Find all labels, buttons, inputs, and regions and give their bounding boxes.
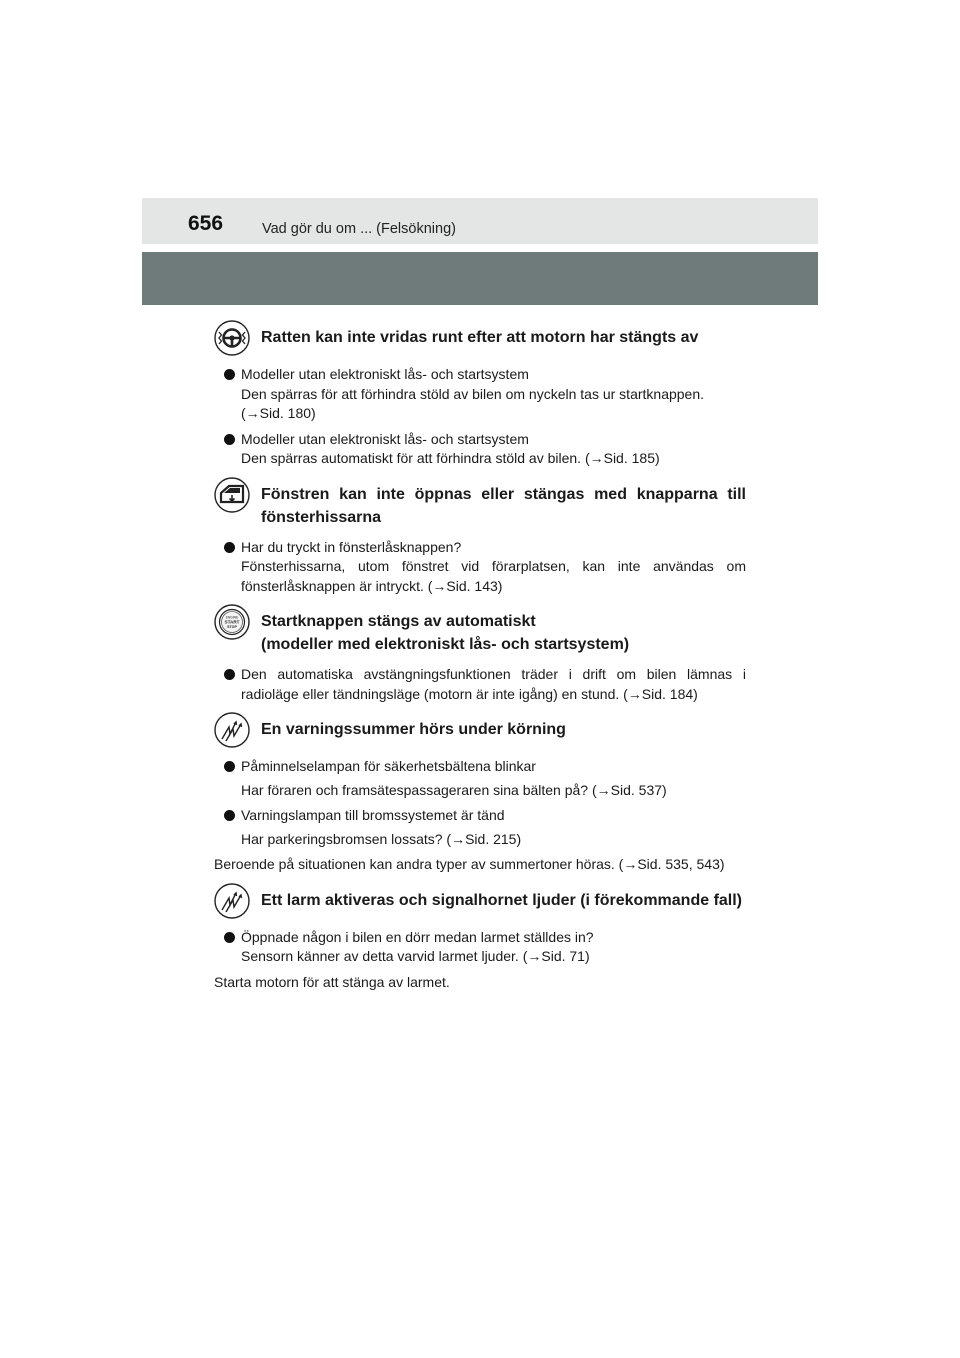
bullet-item <box>214 430 746 469</box>
bullet-list <box>214 928 746 967</box>
bullet-line: Den automatiska avstängningsfunktionen träder i drift om bilen lämnas i radioläge eller tändningsläge (motorn är inte igång) en stund. (→Sid. 184) <box>241 666 746 702</box>
bullet-item <box>214 928 746 967</box>
bullet-list <box>214 365 746 469</box>
bullet-line: Öppnade någon i bilen en dörr medan larmet ställdes in? <box>241 928 594 945</box>
bullet-item <box>214 806 746 849</box>
bullet-dot <box>224 761 235 772</box>
bullet-item <box>214 665 746 704</box>
bullet-dot <box>224 542 235 553</box>
power-window-icon <box>214 477 250 513</box>
section-title: Vad gör du om ... (Felsökning) <box>262 221 456 237</box>
bullet-line: Modeller utan elektroniskt lås- och startsystem <box>241 366 529 382</box>
icon-text: STOP <box>227 624 237 629</box>
bullet-line: Har föraren och framsätespassageraren sina bälten på? (→Sid. 537) <box>241 781 667 798</box>
bullet-list <box>214 757 746 849</box>
bullet-list <box>214 538 746 597</box>
problem-heading <box>214 320 746 356</box>
bullet-line: Påminnelselampan för säkerhetsbältena blinkar <box>241 758 536 774</box>
bullet-dot <box>224 434 235 445</box>
bullet-line: Sensorn känner av detta varvid larmet ljuder. (→Sid. 71) <box>241 948 590 964</box>
bullet-dot <box>224 932 235 943</box>
problem-title <box>261 604 746 656</box>
problem-heading <box>214 477 746 529</box>
steering-lock-icon <box>214 320 250 356</box>
problem-buzzer <box>214 712 746 875</box>
problem-title: En varningssummer hörs under körning <box>261 721 566 738</box>
bullet-line: Har parkeringsbromsen lossats? (→Sid. 215) <box>241 830 522 847</box>
content <box>214 320 746 1000</box>
problem-title: Fönstren kan inte öppnas eller stängas med knapparna till fönsterhissarna <box>261 485 746 526</box>
icon-text: START <box>224 619 240 625</box>
buzzer-sound-icon <box>214 712 250 748</box>
bullet-item <box>214 757 746 800</box>
problem-heading <box>214 883 746 919</box>
bullet-item <box>214 538 746 597</box>
bullet-dot <box>224 669 235 680</box>
bullet-list <box>214 665 746 704</box>
problem-heading <box>214 604 746 656</box>
bullet-line: Den spärras automatiskt för att förhindra stöld av bilen. (→Sid. 185) <box>241 450 660 466</box>
problem-power-windows <box>214 477 746 597</box>
note-text: Starta motorn för att stänga av larmet. <box>214 973 450 990</box>
problem-title: Ratten kan inte vridas runt efter att motorn har stängts av <box>261 329 699 346</box>
icon-text: ENGINE <box>225 615 239 620</box>
bullet-line: Varningslampan till bromssystemet är tänd <box>241 807 505 823</box>
header-bar <box>142 198 818 244</box>
bullet-item <box>214 365 746 424</box>
bullet-dot <box>224 369 235 380</box>
problem-title-line: (modeller med elektroniskt lås- och startsystem) <box>261 636 630 653</box>
problem-start-button <box>214 604 746 704</box>
problem-steering-lock <box>214 320 746 469</box>
section-band <box>142 252 818 305</box>
bullet-line: Fönsterhissarna, utom fönstret vid förarplatsen, kan inte användas om fönsterlåsknappen är intryckt. (→Sid. 143) <box>241 558 746 594</box>
bullet-line: Har du tryckt in fönsterlåsknappen? <box>241 538 462 555</box>
page-reference: (→Sid. 180) <box>241 405 316 421</box>
problem-title: Ett larm aktiveras och signalhornet ljuder (i förekommande fall) <box>261 891 743 909</box>
alarm-horn-icon <box>214 883 250 919</box>
problem-title-line: Startknappen stängs av automatiskt <box>261 613 536 630</box>
bullet-dot <box>224 810 235 821</box>
start-stop-button-icon <box>214 604 250 640</box>
problem-alarm <box>214 883 746 993</box>
problem-heading <box>214 712 746 748</box>
bullet-line: Den spärras för att förhindra stöld av bilen om nyckeln tas ur startknappen. <box>241 385 705 402</box>
bullet-line: Modeller utan elektroniskt lås- och startsystem <box>241 430 529 447</box>
page-number: 656 <box>188 212 224 235</box>
note-text: Beroende på situationen kan andra typer av summertoner höras. (→Sid. 535, 543) <box>214 856 725 872</box>
